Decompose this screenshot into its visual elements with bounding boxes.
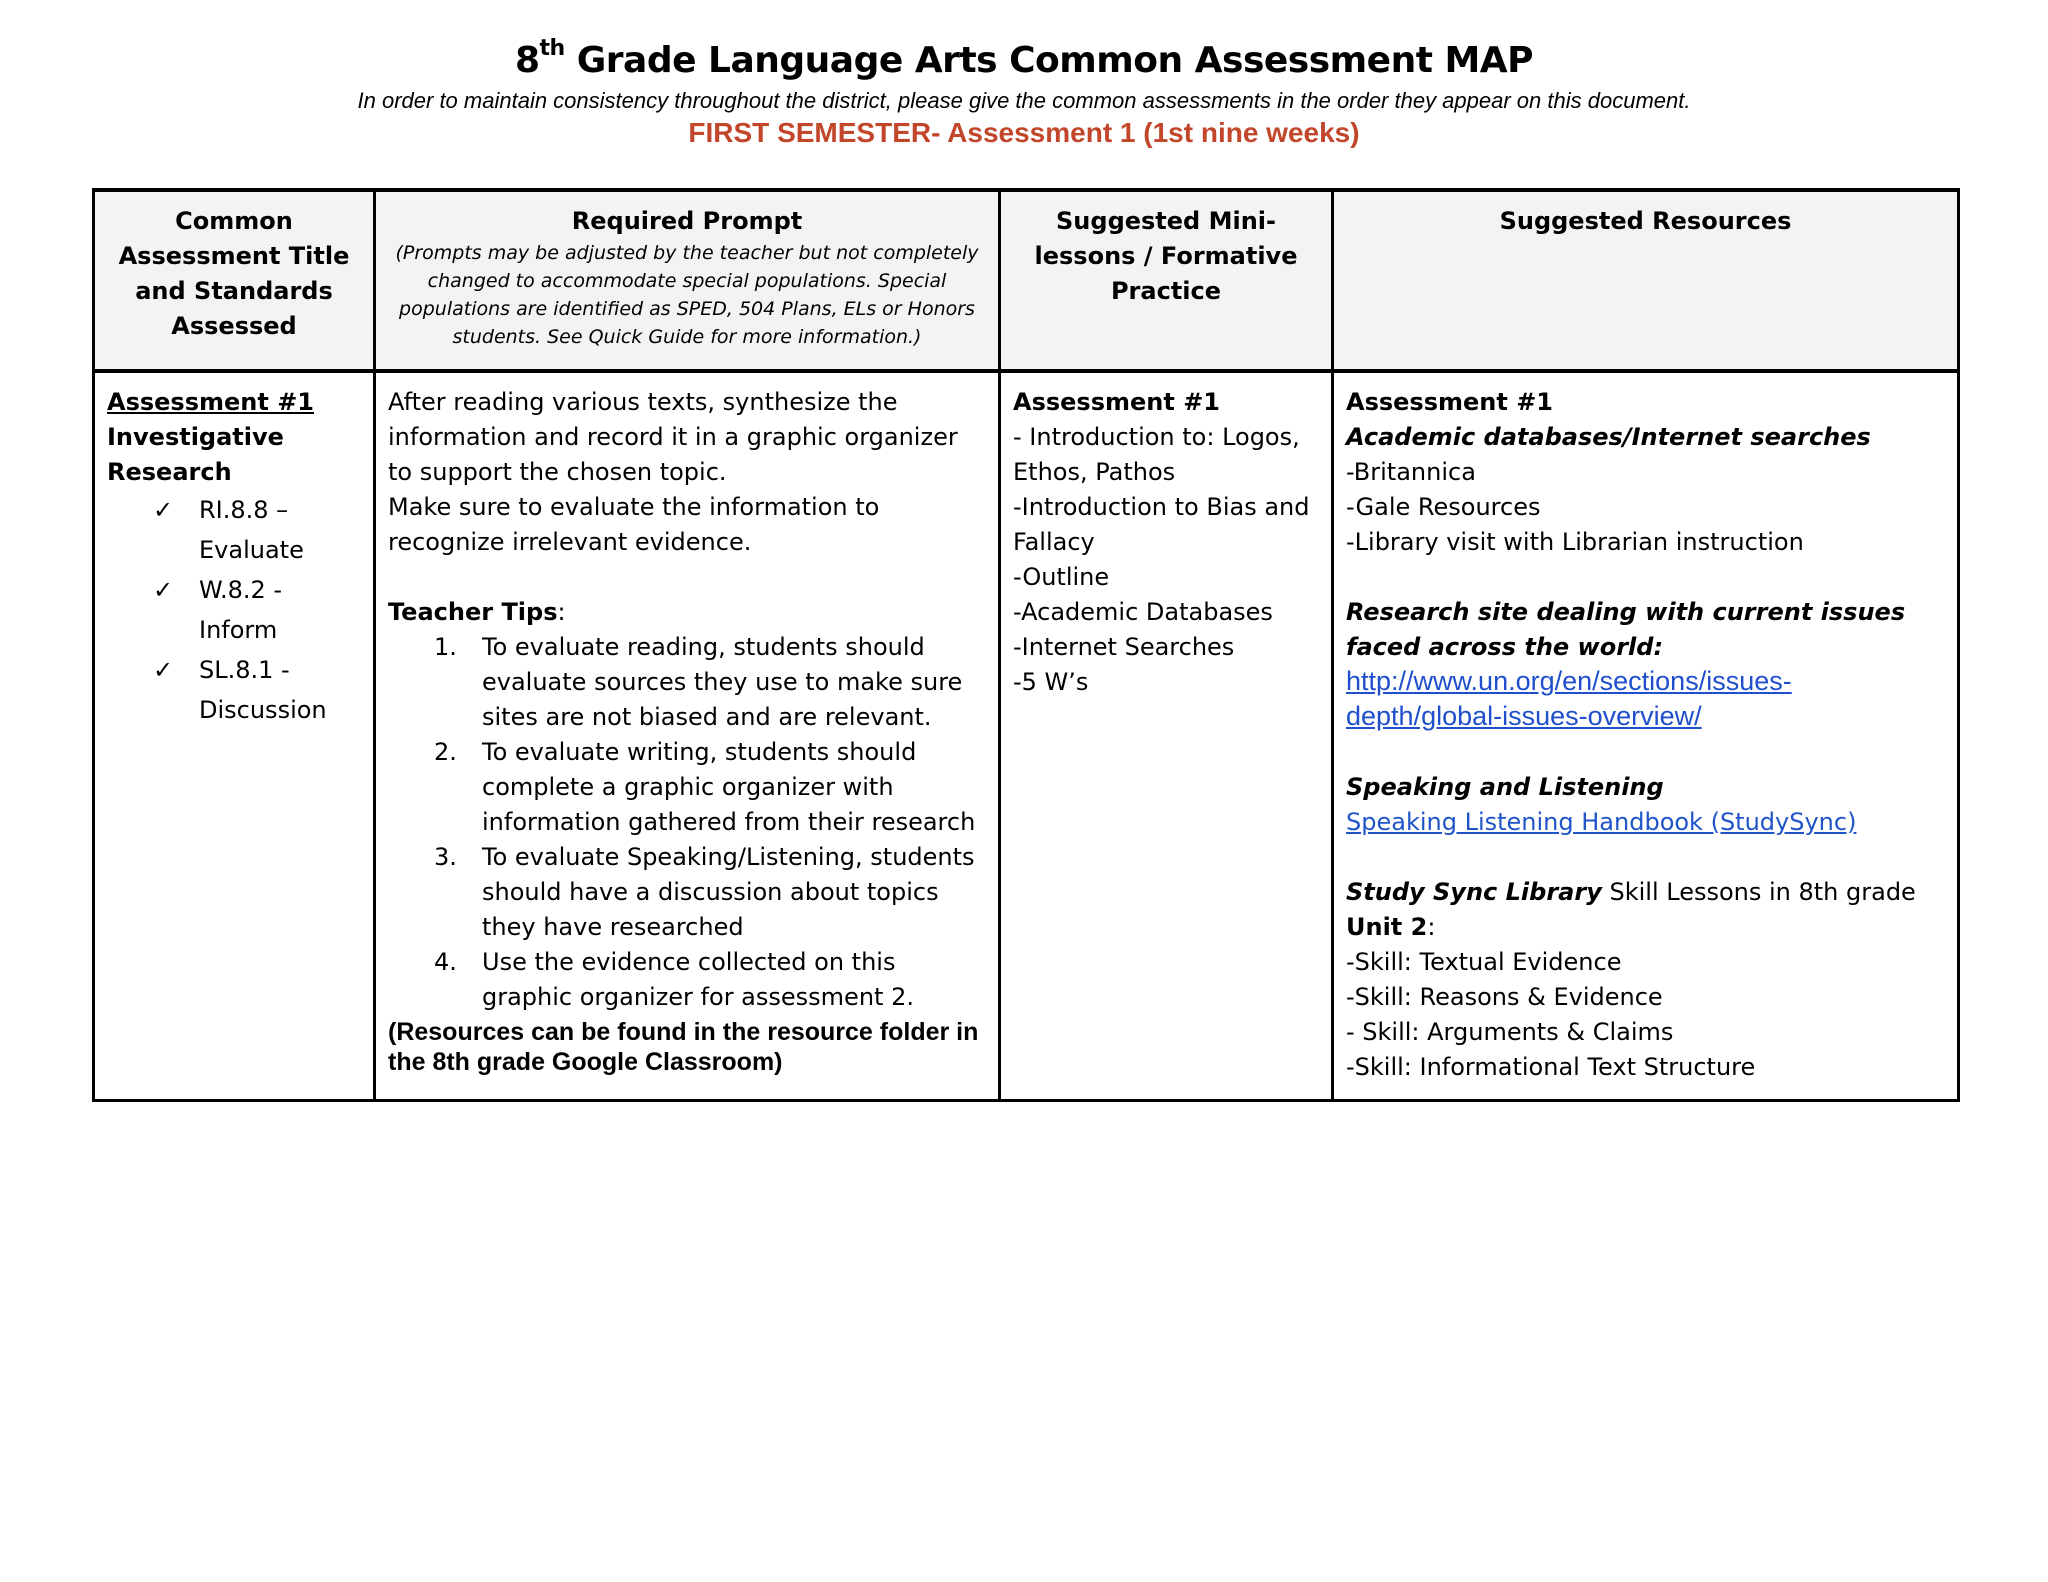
list-item: 4. Use the evidence collected on this graphic organizer for assessment 2. bbox=[434, 948, 914, 1011]
list-item: -Skill: Informational Text Structure bbox=[1346, 1053, 1756, 1081]
page-subtitle: In order to maintain consistency throughout the district, please give the common assessments in the order they appear on this document. bbox=[357, 88, 1691, 113]
document-header bbox=[0, 36, 2048, 150]
teacher-tips-list bbox=[388, 630, 986, 1015]
resources-note: (Resources can be found in the resource folder in the 8th grade Google Classroom) bbox=[388, 1018, 979, 1076]
checkmark-icon: ✓ bbox=[153, 496, 174, 524]
list-item: -Introduction to Bias and Fallacy bbox=[1013, 493, 1310, 556]
cell-required-prompt bbox=[375, 371, 1000, 1101]
assessment-title: Investigative Research bbox=[107, 423, 284, 486]
speaking-handbook-link[interactable]: Speaking Listening Handbook (StudySync) bbox=[1346, 808, 1857, 836]
un-issues-link[interactable]: http://www.un.org/en/sections/issues-depth/global-issues-overview/ bbox=[1346, 666, 1792, 731]
list-item: -Britannica bbox=[1346, 458, 1476, 486]
list-item: - Introduction to: Logos, Ethos, Pathos bbox=[1013, 423, 1300, 486]
header-required-prompt: Required Prompt (Prompts may be adjusted by the teacher but not completely changed to accommodate special populations. Special populations are identified as SPED, 504 Plans, ELs or Honors students. See Quick Guide for more information.) bbox=[375, 190, 1000, 371]
page-title: 8th Grade Language Arts Common Assessment MAP bbox=[514, 36, 1534, 81]
list-item: -Internet Searches bbox=[1013, 633, 1235, 661]
prompt-paragraph: After reading various texts, synthesize the information and record it in a graphic organizer to support the chosen topic. bbox=[388, 388, 958, 486]
standard-item: ✓ W.8.2 - Inform bbox=[107, 570, 361, 650]
list-item: -5 W’s bbox=[1013, 668, 1089, 696]
list-item: - Skill: Arguments & Claims bbox=[1346, 1018, 1674, 1046]
assessment-label: Assessment #1 bbox=[107, 388, 314, 416]
header-assessment-title: Common Assessment Title and Standards Assessed bbox=[94, 190, 375, 371]
list-item: -Library visit with Librarian instruction bbox=[1346, 528, 1804, 556]
assessment-map-table bbox=[92, 188, 1960, 1102]
studysync-line: Study Sync Library Skill Lessons in 8th grade bbox=[1346, 878, 1916, 906]
list-item: 3. To evaluate Speaking/Listening, students should have a discussion about topics they have researched bbox=[434, 843, 975, 941]
assessment-label: Assessment #1 bbox=[1346, 388, 1553, 416]
header-mini-lessons: Suggested Mini-lessons / Formative Practice bbox=[1000, 190, 1333, 371]
prompt-paragraph: Make sure to evaluate the information to recognize irrelevant evidence. bbox=[388, 493, 880, 556]
speaking-heading: Speaking and Listening bbox=[1346, 773, 1664, 801]
standard-item: ✓ RI.8.8 – Evaluate bbox=[107, 490, 361, 570]
table-row bbox=[94, 371, 1959, 1101]
list-item: -Skill: Textual Evidence bbox=[1346, 948, 1622, 976]
databases-heading: Academic databases/Internet searches bbox=[1346, 423, 1871, 451]
assessment-label: Assessment #1 bbox=[1013, 388, 1220, 416]
list-item: 2. To evaluate writing, students should complete a graphic organizer with information gathered from their research bbox=[434, 738, 976, 836]
cell-assessment-title bbox=[94, 371, 375, 1101]
research-heading: Research site dealing with current issues faced across the world: bbox=[1346, 598, 1906, 661]
list-item: 1. To evaluate reading, students should evaluate sources they use to make sure sites are not biased and are relevant. bbox=[434, 633, 963, 731]
standard-item: ✓ SL.8.1 - Discussion bbox=[107, 650, 361, 730]
list-item: -Academic Databases bbox=[1013, 598, 1273, 626]
unit-label: Unit 2: bbox=[1346, 913, 1436, 941]
header-suggested-resources: Suggested Resources bbox=[1333, 190, 1959, 371]
checkmark-icon: ✓ bbox=[153, 576, 174, 604]
prompt-note: (Prompts may be adjusted by the teacher but not completely changed to accommodate special populations. Special populations are identified as SPED, 504 Plans, ELs or Honors students. See Quick Guide for more information.) bbox=[395, 242, 979, 348]
list-item: -Skill: Reasons & Evidence bbox=[1346, 983, 1663, 1011]
table-header-row bbox=[94, 190, 1959, 371]
list-item: -Gale Resources bbox=[1346, 493, 1541, 521]
checkmark-icon: ✓ bbox=[153, 656, 174, 684]
list-item: -Outline bbox=[1013, 563, 1110, 591]
cell-suggested-resources bbox=[1333, 371, 1959, 1101]
cell-mini-lessons bbox=[1000, 371, 1333, 1101]
standards-list bbox=[107, 490, 361, 730]
teacher-tips-label: Teacher Tips: bbox=[388, 598, 566, 626]
semester-heading: FIRST SEMESTER- Assessment 1 (1st nine weeks) bbox=[688, 117, 1360, 148]
